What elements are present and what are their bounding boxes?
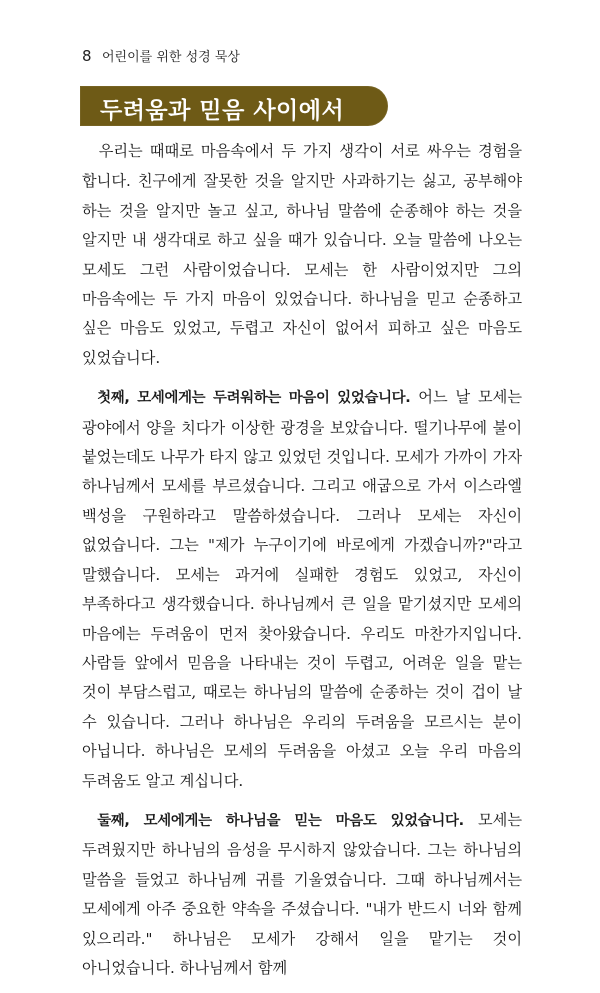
title-banner (80, 86, 388, 126)
paragraph-first-point (82, 383, 522, 796)
paragraph-second-point (82, 806, 522, 983)
running-header (82, 46, 240, 65)
body-text (82, 137, 522, 993)
paragraph-lead: 둘째, 모세에게는 하나님을 믿는 마음도 있었습니다. (97, 812, 464, 829)
paragraph-text: 모세는 두려웠지만 하나님의 음성을 무시하지 않았습니다. 그는 하나님의 말씀을 들었고 하나님께 귀를 기울였습니다. 그때 하나님께서는 모세에게 아주 중요한 약속을 주셨습니다. "내가 반드시 너와 함께 있으리라." 하나님은 모세가 강해서 일을 맡기는 것이 아니었습니다. 하나님께서 함께 (82, 810, 522, 977)
paragraph-lead: 첫째, 모세에게는 두려워하는 마음이 있었습니다. (97, 390, 411, 407)
page-number: 8 (82, 47, 92, 65)
book-title: 어린이를 위한 성경 묵상 (102, 50, 240, 65)
chapter-title: 두려움과 믿음 사이에서 (100, 98, 345, 124)
paragraph-intro (82, 137, 522, 373)
paragraph-text: 어느 날 모세는 광야에서 양을 치다가 이상한 광경을 보았습니다. 떨기나무에 불이 붙었는데도 나무가 타지 않고 있었던 것입니다. 모세가 가까이 가자 하나님께서 모세를 부르셨습니다. 그리고 애굽으로 가서 이스라엘 백성을 구원하라고 말씀하셨습니다. 그러나 모세는 자신이 없었습니다. 그는 "제가 누구이기에 바로에게 가겠습니까?"라고 말했습니다. 모세는 과거에 실패한 경험도 있었고, 자신이 부족하다고 생각했습니다. 하나님께서 큰 일을 맡기셨지만 모세의 마음에는 두려움이 먼저 찾아왔습니다. 우리도 마찬가지입니다. 사람들 앞에서 믿음을 나타내는 것이 두렵고, 어려운 일을 맡는 것이 부담스럽고, 때로는 하나님의 말씀에 순종하는 것이 겁이 날 수 있습니다. 그러나 하나님은 우리의 두려움을 모르시는 분이 아닙니다. 하나님은 모세의 두려움을 아셨고 오늘 우리 마음의 두려움도 알고 계십니다. (82, 388, 523, 790)
paragraph-text: 우리는 때때로 마음속에서 두 가지 생각이 서로 싸우는 경험을 합니다. 친구에게 잘못한 것을 알지만 사과하기는 싫고, 공부해야 하는 것을 알지만 놀고 싶고, 하나님 말씀에 순종해야 하는 것을 알지만 내 생각대로 하고 싶을 때가 있습니다. 오늘 말씀에 나오는 모세도 그런 사람이었습니다. 모세는 한 사람이었지만 그의 마음속에는 두 가지 마음이 있었습니다. 하나님을 믿고 순종하고 싶은 마음도 있었고, 두렵고 자신이 없어서 피하고 싶은 마음도 있었습니다. (82, 142, 522, 367)
